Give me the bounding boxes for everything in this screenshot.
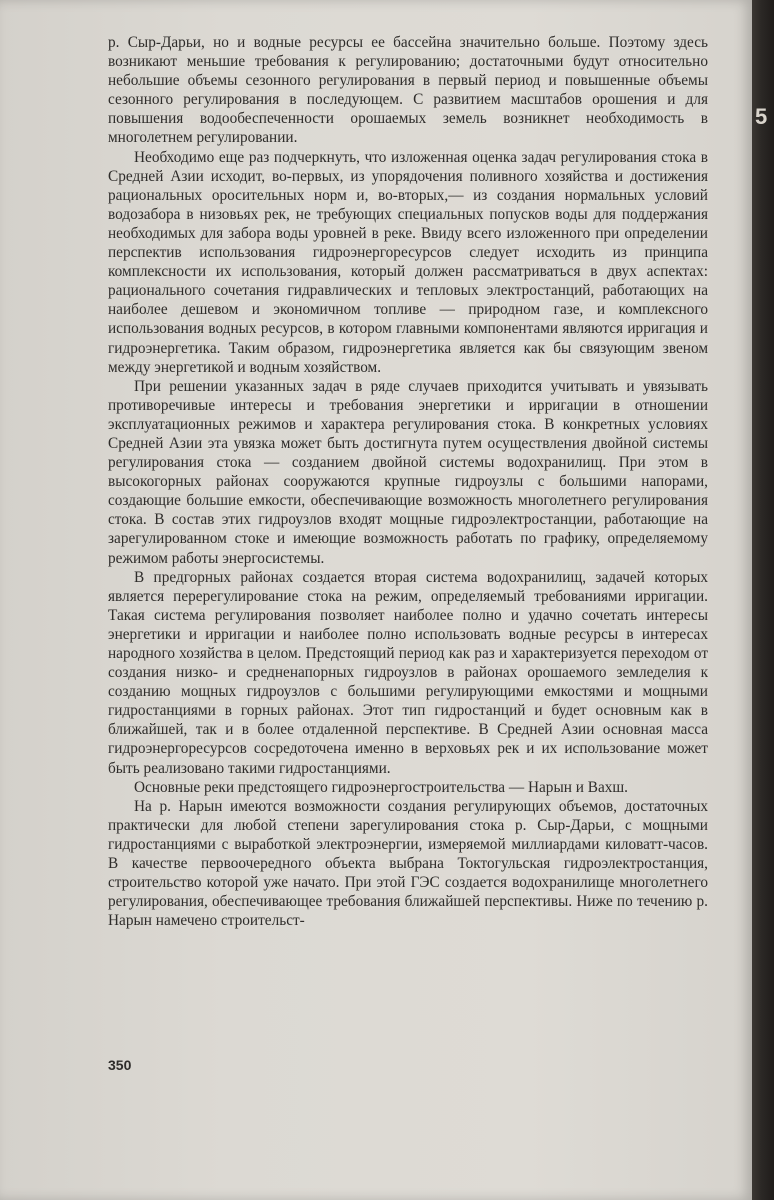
paragraph-4: В предгорных районах создается вторая система водохранилищ, задачей которых является перерегулирование стока на режим, определяемый требованиями ирригации. Такая система регулирования позволяет наиболее полно и удачно сочетать интересы энергетики и ирригации и наиболее полно использовать водные ресурсы в интересах народного хозяйства в целом. Предстоящий период как раз и характеризуется переходом от создания низко- и средненапорных гидроузлов в районах орошаемого земледелия к созданию мощных гидроузлов с большими регулирующими емкостями и мощными гидростанциями в горных районах. Этот тип гидростанций и будет основным как в ближайшей, так и в более отдаленной перспективе. В Средней Азии основная масса гидроэнергоресурсов сосредоточена именно в верховьях рек и их использование может быть реализовано такими гидростанциями. [108, 568, 708, 777]
page-number: 350 [108, 1057, 132, 1073]
paragraph-6: На р. Нарын имеются возможности создания регулирующих объемов, достаточных практически для любой степени зарегулирования стока р. Сыр-Дарьи, с мощными гидростанциями с выработкой электроэнергии, измеряемой миллиардами киловатт-часов. В качестве первоочередного объекта выбрана Токтогульская гидроэлектростанция, строительство которой уже начато. При этой ГЭС создается водохранилище многолетнего регулирования, обеспечивающее требования ближайшей перспективы. Ниже по течению р. Нарын намечено строительст- [108, 797, 708, 930]
body-text [108, 33, 708, 930]
paragraph-5: Основные реки предстоящего гидроэнергостроительства — Нарын и Вахш. [134, 778, 628, 796]
paragraph-2: Необходимо еще раз подчеркнуть, что изложенная оценка задач регулирования стока в Средней Азии исходит, во-первых, из упорядочения поливного хозяйства и достижения рациональных оросительных норм и, во-вторых,— из создания нормальных условий водозабора в низовьях рек, не требующих специальных попусков воды для поддержания необходимых для забора воды уровней в реке. Ввиду всего изложенного при определении перспектив использования гидроэнергоресурсов следует исходить из принципа комплексности их использования, который должен рассматриваться в двух аспектах: рационального сочетания гидравлических и тепловых электростанций, работающих на наиболее дешевом и экономичном топливе — природном газе, и комплексного использования водных ресурсов, в котором главными компонентами являются ирригация и гидроэнергетика. Таким образом, гидроэнергетика является как бы связующим звеном между энергетикой и водным хозяйством. [108, 148, 708, 376]
paragraph-1: р. Сыр-Дарьи, но и водные ресурсы ее бассейна значительно больше. Поэтому здесь возникают меньшие требования к регулированию; достаточными будут относительно небольшие объемы сезонного регулирования в первый период и повышенные объемы сезонного регулирования в последующем. С развитием масштабов орошения и для повышения водообеспеченности орошаемых земель возникнет необходимость в многолетнем регулировании. [108, 34, 708, 147]
paragraph-3: При решении указанных задач в ряде случаев приходится учитывать и увязывать противоречивые интересы и требования энергетики и ирригации в отношении эксплуатационных режимов и характера регулирования стока. В конкретных условиях Средней Азии эта увязка может быть достигнута путем осуществления двойной системы регулирования стока — созданием двойной системы водохранилищ. При этом в высокогорных районах сооружаются крупные гидроузлы с большими напорами, создающие большие емкости, обеспечивающие возможность многолетнего регулирования стока. В состав этих гидроузлов входят мощные гидроэлектростанции, работающие на зарегулированном стоке и имеющие возможность работать по графику, определяемому режимом работы энергосистемы. [108, 377, 708, 567]
adjacent-page-edge [752, 0, 774, 1200]
adjacent-page-letter: 5 [755, 104, 768, 129]
